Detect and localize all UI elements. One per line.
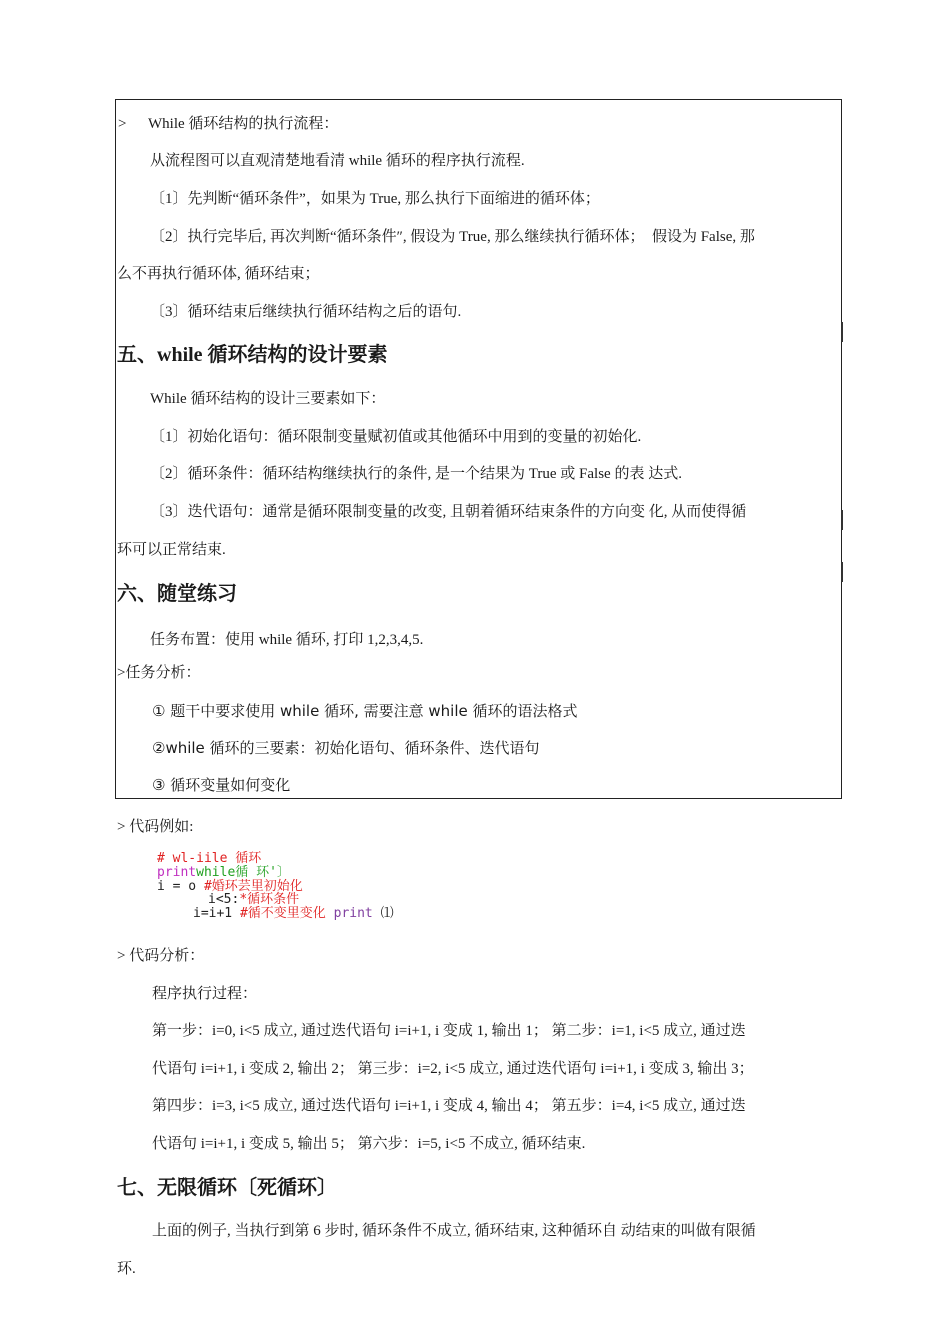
analysis-item-1: ① 题干中要求使用 while 循环, 需要注意 while 循环的语法格式 [152,702,578,720]
code-token: 循 环'〕 [235,865,290,880]
process-text-line: 代语句 i=i+1, i 变成 2, 输出 2； 第三步：i=2, i<5 成立, 通过迭代语句 i=i+1, i 变成 3, 输出 3； [152,1061,754,1077]
code-token: print [333,906,373,921]
flow-intro: 从流程图可以直观清楚地看清 while 循环的程序执行流程. [150,153,525,169]
section-6-heading: 六、随堂练习 [117,583,237,605]
design-intro: While 循环结构的设计三要素如下： [150,391,386,407]
code-token: i<5: [208,892,240,907]
flow-step-2-cont: 么不再执行循环体, 循环结束； [117,266,320,282]
process-text-line: 代语句 i=i+1, i 变成 5, 输出 5； 第六步：i=5, i<5 不成立, 循环结束. [152,1136,586,1152]
design-item-2: 〔2〕循环条件：循环结构继续执行的条件, 是一个结果为 True 或 False 的表 达式. [150,466,682,482]
flow-step-3: 〔3〕循环结束后继续执行循环结构之后的语句. [150,304,462,320]
section-7-paragraph-cont: 环. [117,1261,136,1277]
code-example-title: > 代码例如: [117,819,194,835]
margin-mark [841,510,843,530]
process-text-line: 第四步：i=3, i<5 成立, 通过迭代语句 i=i+1, i 变成 4, 输出 4； 第五步：i=4, i<5 成立, 通过迭 [152,1098,746,1114]
code-line-5 [193,907,394,921]
code-token: while [196,865,236,880]
process-label: 程序执行过程： [152,986,258,1002]
code-token: i = o [157,879,204,894]
section-5-heading: 五、while 循环结构的设计要素 [117,344,388,366]
analysis-item-3: ③ 循环变量如何变化 [152,776,291,794]
margin-mark [841,562,843,582]
analysis-item-2: ②while 循环的三要素：初始化语句、循环条件、迭代语句 [152,739,540,757]
code-token: ⑴ [372,906,394,921]
section-7-heading: 七、无限循环〔死循环〕 [117,1177,337,1199]
design-item-3-cont: 环可以正常结束. [117,542,226,558]
design-item-1: 〔1〕初始化语句：循环限制变量赋初值或其他循环中用到的变量的初始化. [150,429,642,445]
code-token: print [157,865,197,880]
code-token: #循不变里变化 [239,906,334,921]
flow-marker: > [118,116,127,132]
flow-step-2: 〔2〕执行完毕后, 再次判断“循环条件″, 假设为 True, 那么继续执行循环体； 假设为 False, 那 [150,229,755,245]
code-analysis-title: > 代码分析： [117,948,205,964]
code-token: i=i+1 [193,906,240,921]
flow-title: While 循环结构的执行流程： [148,116,339,132]
process-text-line: 第一步：i=0, i<5 成立, 通过迭代语句 i=i+1, i 变成 1, 输出 1； 第二步：i=1, i<5 成立, 通过迭 [152,1023,746,1039]
code-line-1: # wl-iile 循环 [157,851,262,866]
task-statement: 任务布置：使用 while 循环, 打印 1,2,3,4,5. [150,632,424,648]
task-analysis-title: >任务分析： [117,665,201,681]
section-7-paragraph: 上面的例子, 当执行到第 6 步时, 循环条件不成立, 循环结束, 这种循环自 动结束的叫做有限循 [152,1223,756,1239]
flow-step-1: 〔1〕先判断“循环条件”，如果为 True, 那么执行下面缩进的循环体； [150,191,600,207]
code-token: *循环条件 [239,892,300,907]
margin-mark [841,322,843,342]
code-line-2 [157,866,290,880]
code-token: #婚环芸里初始化 [203,879,303,894]
design-item-3: 〔3〕迭代语句：通常是循环限制变量的改变, 且朝着循环结束条件的方向变 化, 从而使得循 [150,504,747,520]
code-line-4 [208,893,299,907]
